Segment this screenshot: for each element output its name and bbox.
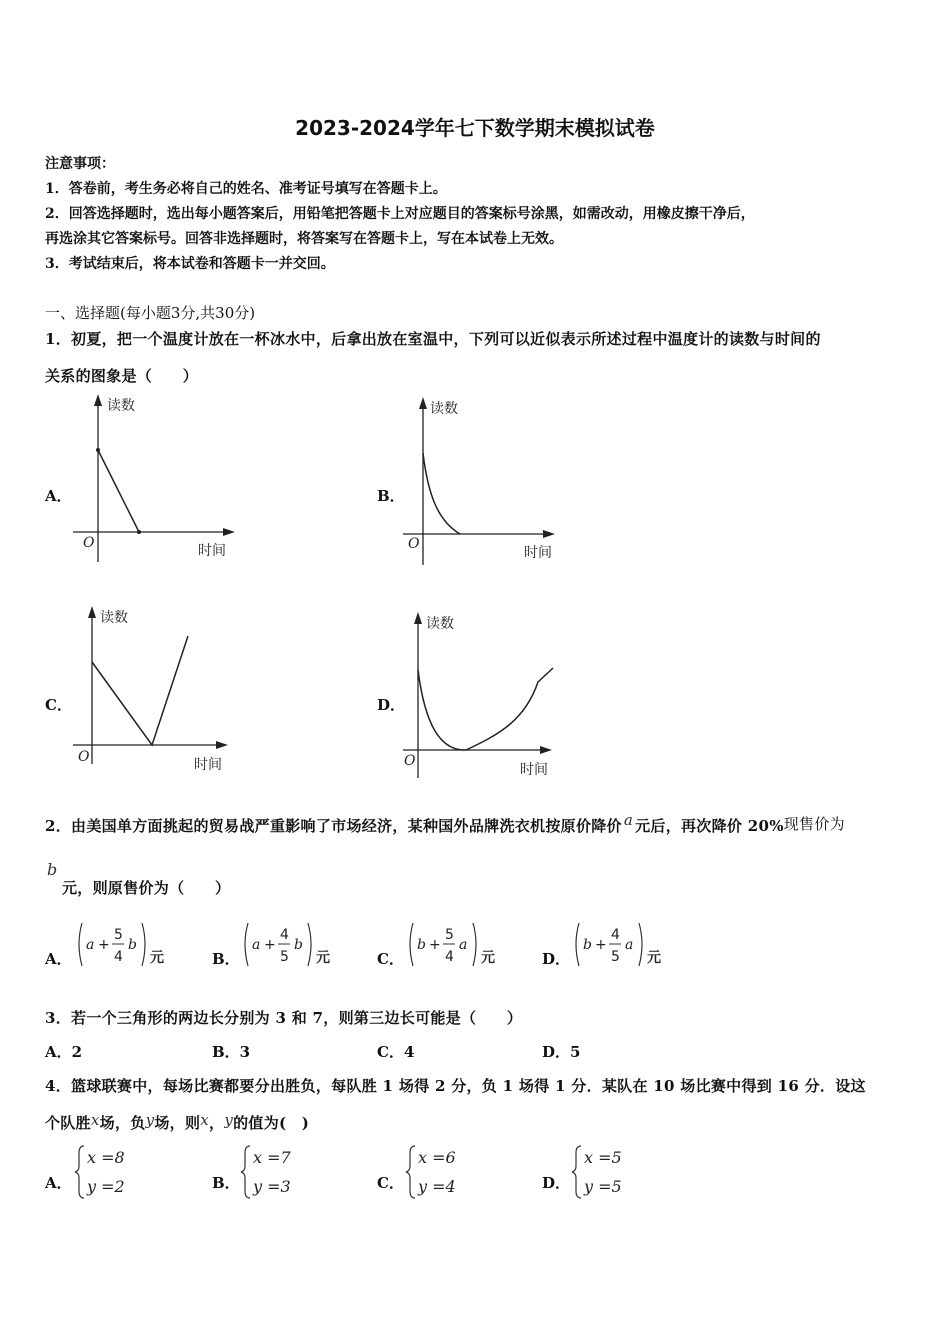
- svg-text:元: 元: [647, 950, 661, 966]
- q4-option-d-system: [571, 1143, 651, 1201]
- q4-option-c-system: [405, 1143, 485, 1201]
- var-b: b: [47, 860, 58, 879]
- svg-text:+: +: [98, 937, 110, 953]
- svg-text:元: 元: [481, 950, 495, 966]
- origin-label: O: [404, 753, 416, 769]
- q4-stem-line2: 个队胜x场，负y场，则x，y的值为( ): [45, 1111, 310, 1132]
- svg-text:+: +: [264, 937, 276, 953]
- q4-option-c-label[interactable]: C．: [377, 1174, 404, 1192]
- svg-text:b: b: [128, 937, 137, 953]
- x-axis-label: 时间: [520, 762, 548, 778]
- svg-text:y =2: y =2: [87, 1177, 125, 1196]
- svg-text:5: 5: [114, 927, 123, 943]
- notes-heading: 注意事项：: [45, 156, 115, 172]
- svg-text:y =4: y =4: [418, 1177, 456, 1196]
- q4-option-b-system: [240, 1143, 320, 1201]
- q4-option-b-label[interactable]: B．: [212, 1174, 240, 1192]
- q4-option-a-label[interactable]: A．: [45, 1174, 72, 1192]
- note-item: 再选涂其它答案标号。回答非选择题时，将答案写在答题卡上，写在本试卷上无效。: [45, 231, 563, 247]
- x-axis-label: 时间: [524, 545, 552, 561]
- svg-text:a: a: [86, 937, 95, 953]
- q2-option-a-expr: [74, 920, 174, 970]
- note-item: 2．回答选择题时，选出每小题答案后，用铅笔把答题卡上对应题目的答案标号涂黑，如需改动，用橡皮擦干净后，: [45, 206, 755, 222]
- svg-text:b: b: [583, 937, 592, 953]
- q3-option-b[interactable]: B．3: [212, 1043, 251, 1061]
- q1-stem-line2: 关系的图象是（ ）: [45, 367, 199, 385]
- q2-option-d-expr: [571, 920, 671, 970]
- q2-option-c-expr: [405, 920, 505, 970]
- var-a: a: [623, 811, 634, 829]
- q3-option-d[interactable]: D．5: [542, 1043, 581, 1061]
- graph-d: [400, 610, 580, 785]
- q2-stem-line2: 元，则原售价为（ ）: [62, 879, 231, 897]
- q1-option-a-label[interactable]: A．: [45, 487, 72, 505]
- svg-text:y =5: y =5: [584, 1177, 622, 1196]
- svg-text:+: +: [429, 937, 441, 953]
- q2-stem-line1: 2．由美国单方面挑起的贸易战严重影响了市场经济，某种国外品牌洗衣机按原价降价 a 元后，再次降价 20%现售价为: [45, 811, 845, 835]
- q1-stem-line1: 1．初夏，把一个温度计放在一杯冰水中，后拿出放在室温中，下列可以近似表示所述过程中温度计的读数与时间的: [45, 330, 821, 348]
- note-item: 1．答卷前，考生务必将自己的姓名、准考证号填写在答题卡上。: [45, 181, 447, 197]
- note-item: 3．考试结束后，将本试卷和答题卡一并交回。: [45, 256, 335, 272]
- q4-stem-line1: 4．篮球联赛中，每场比赛都要分出胜负，每队胜 1 场得 2 分，负 1 场得 1 分．某队在 10 场比赛中得到 16 分．设这: [45, 1077, 866, 1095]
- graph-c: [70, 604, 250, 779]
- q4-option-a-system: [74, 1143, 154, 1201]
- svg-text:4: 4: [611, 927, 620, 943]
- q1-option-b-label[interactable]: B．: [377, 487, 405, 505]
- svg-text:x =5: x =5: [584, 1148, 622, 1167]
- q2-option-b-expr: [240, 920, 340, 970]
- svg-text:5: 5: [280, 949, 289, 965]
- q2-option-a-label[interactable]: A．: [45, 950, 72, 968]
- svg-text:b: b: [417, 937, 426, 953]
- q1-option-d-label[interactable]: D．: [377, 696, 406, 714]
- svg-text:4: 4: [445, 949, 454, 965]
- x-axis-label: 时间: [194, 757, 222, 773]
- y-axis-label: 读数: [107, 398, 135, 414]
- q1-option-c-label[interactable]: C．: [45, 696, 72, 714]
- q3-option-a[interactable]: A．2: [45, 1043, 83, 1061]
- svg-text:a: a: [625, 937, 634, 953]
- origin-label: O: [83, 535, 95, 551]
- q3-stem: 3．若一个三角形的两边长分别为 3 和 7，则第三边长可能是（ ）: [45, 1009, 523, 1027]
- svg-text:x =8: x =8: [87, 1148, 125, 1167]
- svg-text:+: +: [595, 937, 607, 953]
- q3-option-c[interactable]: C．4: [377, 1043, 415, 1061]
- svg-text:a: a: [252, 937, 261, 953]
- svg-text:元: 元: [316, 950, 330, 966]
- svg-text:x =7: x =7: [253, 1148, 291, 1167]
- q2-option-c-label[interactable]: C．: [377, 950, 404, 968]
- y-axis-label: 读数: [100, 610, 128, 626]
- svg-text:x =6: x =6: [418, 1148, 456, 1167]
- svg-text:y =3: y =3: [253, 1177, 291, 1196]
- graph-a: [65, 392, 245, 567]
- svg-text:a: a: [459, 937, 468, 953]
- svg-text:4: 4: [114, 949, 123, 965]
- q4-option-d-label[interactable]: D．: [542, 1174, 571, 1192]
- q2-option-d-label[interactable]: D．: [542, 950, 571, 968]
- graph-b: [400, 395, 580, 570]
- q2-option-b-label[interactable]: B．: [212, 950, 240, 968]
- page-title: 2023-2024学年七下数学期末模拟试卷: [295, 116, 655, 140]
- y-axis-label: 读数: [426, 616, 454, 632]
- section-heading: 一、选择题(每小题3分,共30分): [45, 304, 256, 322]
- svg-text:5: 5: [611, 949, 620, 965]
- svg-text:5: 5: [445, 927, 454, 943]
- origin-label: O: [78, 749, 90, 765]
- svg-text:b: b: [294, 937, 303, 953]
- y-axis-label: 读数: [430, 401, 458, 417]
- svg-text:元: 元: [150, 950, 164, 966]
- x-axis-label: 时间: [198, 543, 226, 559]
- svg-text:4: 4: [280, 927, 289, 943]
- origin-label: O: [408, 536, 420, 552]
